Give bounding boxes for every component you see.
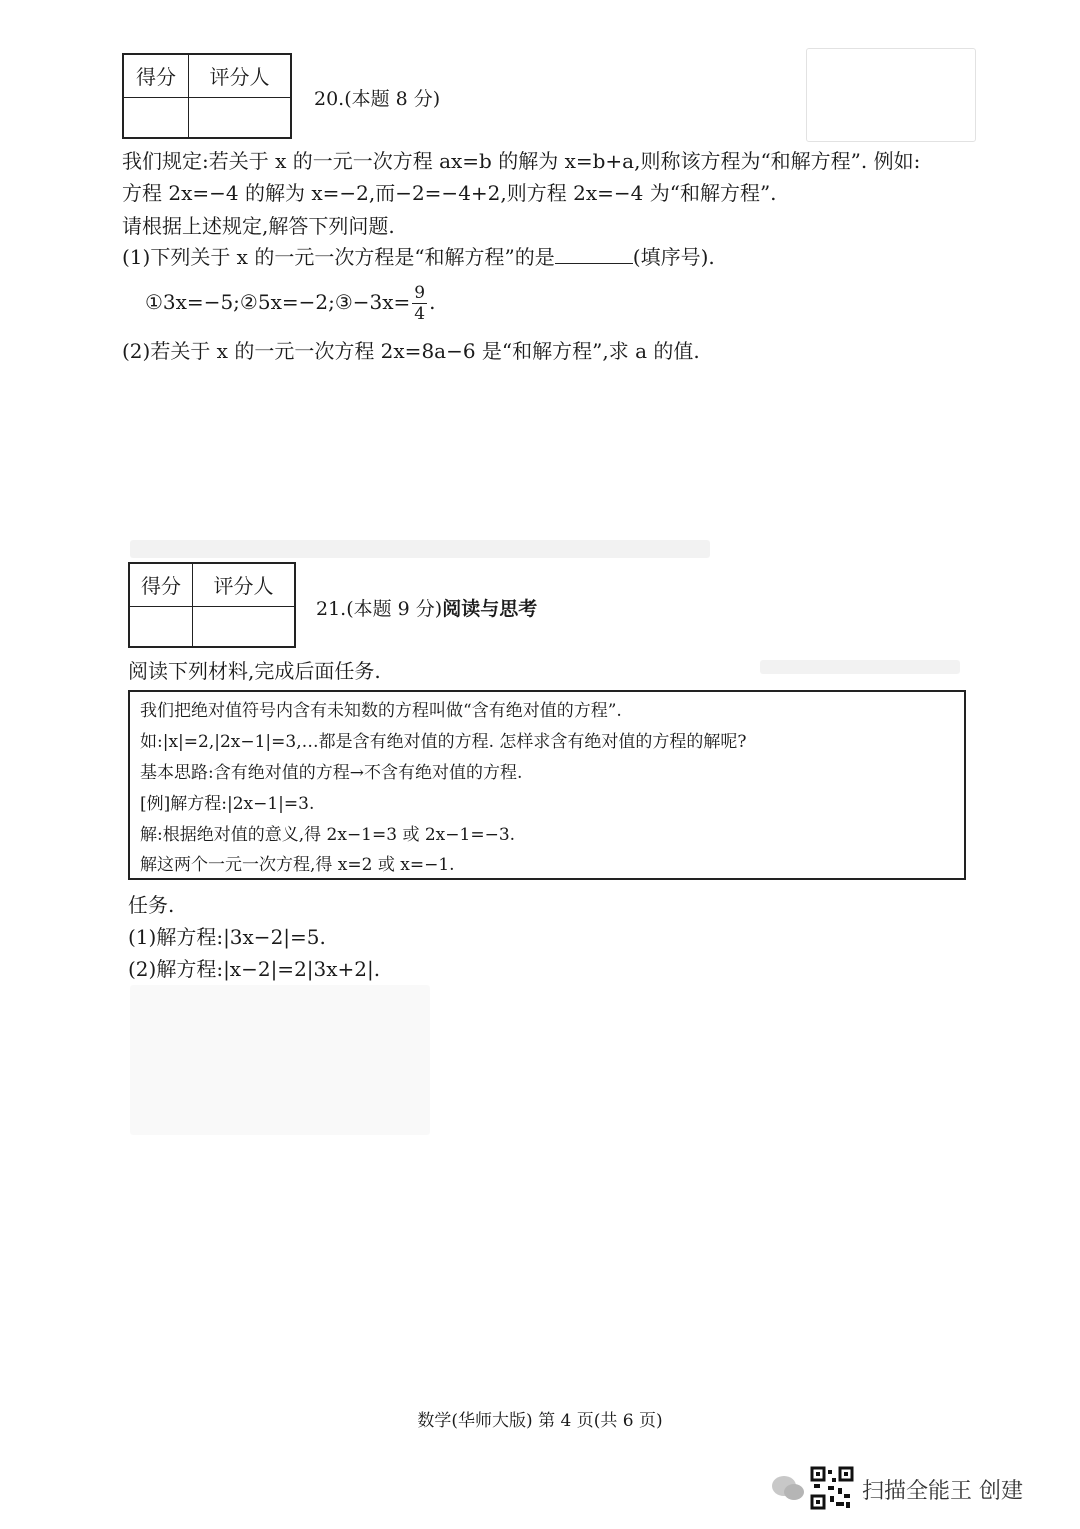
score-cell[interactable] [123,97,189,138]
question-21-title [316,594,537,621]
grader-cell[interactable] [193,606,296,647]
q20-part1-text: (1)下列关于 x 的一元一次方程是“和解方程”的是 [122,245,555,269]
q20-part1-tail: (填序号). [632,245,715,269]
material-line: 解这两个一元一次方程,得 x=2 或 x=−1. [140,855,455,875]
scan-artifact [760,660,960,674]
q21-task1: (1)解方程:|3x−2|=5. [128,925,326,949]
score-header: 得分 [129,563,193,606]
q20-options-text: ①3x=−5;②5x=−2;③−3x= [145,290,411,314]
answer-blank[interactable] [555,243,633,264]
q20-intro-line2: 方程 2x=−4 的解为 x=−2,而−2=−4+2,则方程 2x=−4 为“和解方程”. [122,181,777,205]
material-line: 解:根据绝对值的意义,得 2x−1=3 或 2x−1=−3. [140,825,516,845]
grader-cell[interactable] [189,97,292,138]
score-table-q20 [122,53,292,139]
material-line: [例]解方程:|2x−1|=3. [140,794,315,814]
fraction-denominator: 4 [414,304,426,324]
material-line: 如:|x|=2,|2x−1|=3,…都是含有绝对值的方程. 怎样求含有绝对值的方程的解呢? [140,732,747,752]
score-header: 得分 [123,54,189,97]
scan-artifact [130,540,710,558]
scan-artifact [806,48,976,142]
q20-options [145,280,435,324]
q20-part2: (2)若关于 x 的一元一次方程 2x=8a−6 是“和解方程”,求 a 的值. [122,339,700,363]
fraction-nine-fourths [412,283,427,324]
q21-task2: (2)解方程:|x−2|=2|3x+2|. [128,957,381,981]
material-line: 基本思路:含有绝对值的方程→不含有绝对值的方程. [140,763,523,783]
score-cell[interactable] [129,606,193,647]
question-20-title: 20.(本题 8 分) [314,88,441,110]
qr-code-icon [810,1466,854,1510]
question-21-topic: 阅读与思考 [442,598,538,620]
q20-intro-line3: 请根据上述规定,解答下列问题. [122,214,395,238]
material-line: 我们把绝对值符号内含有未知数的方程叫做“含有绝对值的方程”. [140,701,622,721]
fraction-numerator: 9 [414,283,426,303]
q21-task-label: 任务. [128,893,175,917]
grader-header: 评分人 [193,563,296,606]
grader-header: 评分人 [189,54,292,97]
scan-artifact [130,985,430,1135]
chat-bubble-icon [770,1474,806,1504]
q21-instruction: 阅读下列材料,完成后面任务. [128,659,381,683]
score-table-q21 [128,562,296,648]
q20-intro-line1: 我们规定:若关于 x 的一元一次方程 ax=b 的解为 x=b+a,则称该方程为“和解方程”. 例如: [122,149,921,173]
question-21-number: 21.(本题 9 分) [316,598,443,620]
q20-options-end: . [429,290,436,314]
reading-material-box [128,690,966,880]
q20-part1 [122,242,715,272]
scanner-watermark [770,1466,1070,1510]
watermark-text: 扫描全能王 创建 [862,1479,1023,1504]
page-footer: 数学(华师大版) 第 4 页(共 6 页) [417,1411,663,1431]
